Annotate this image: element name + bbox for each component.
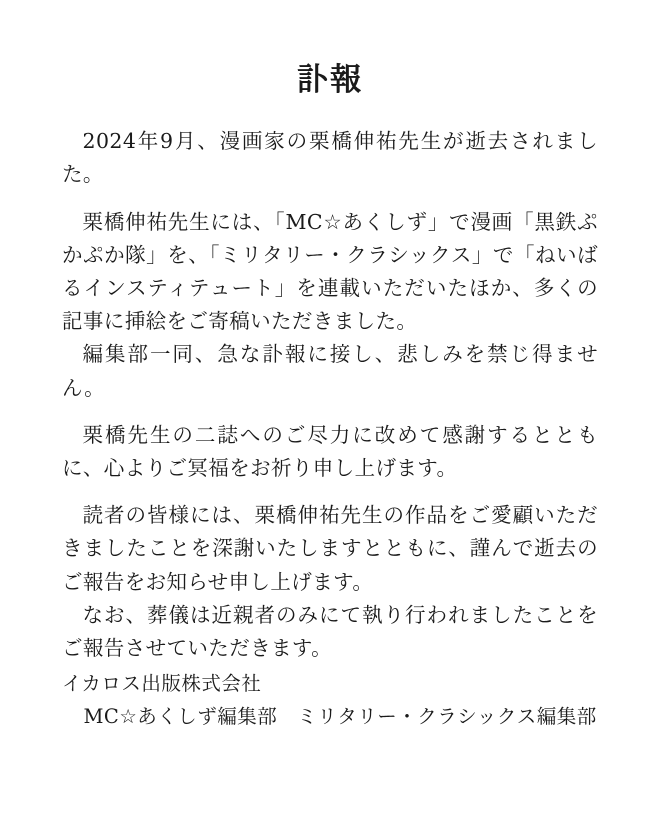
publisher-name: イカロス出版株式会社 bbox=[62, 671, 262, 695]
paragraph-3: 編集部一同、急な訃報に接し、悲しみを禁じ得ません。 bbox=[62, 342, 598, 400]
page-title: 訃報 bbox=[297, 62, 363, 98]
paragraph-6: なお、葬儀は近親者のみにて執り行われましたことをご報告させていただきます。 bbox=[62, 602, 598, 661]
paragraph-5: 読者の皆様には、栗橋伸祐先生の作品をご愛顧いただきましたことを深謝いたしますとともに、謹んで逝去のご報告をお知らせ申し上げます。 bbox=[62, 503, 598, 594]
signature-block bbox=[62, 667, 598, 733]
paragraph-1: 2024年9月、漫画家の栗橋伸祐先生が逝去されました。 bbox=[62, 129, 598, 187]
document-body bbox=[62, 125, 598, 665]
paragraph-2: 栗橋伸祐先生には、「MC☆あくしず」で漫画「黒鉄ぷかぷか隊」を、「ミリタリー・クラシックス」で「ねいばるインスティテュート」を連載いただいたほか、多くの記事に挿絵をご寄稿いただきました。 bbox=[62, 209, 598, 334]
editorial-departments: MC☆あくしず編集部 ミリタリー・クラシックス編集部 bbox=[83, 704, 597, 728]
paragraph-4: 栗橋先生の二誌へのご尽力に改めて感謝するとともに、心よりご冥福をお祈り申し上げます。 bbox=[62, 422, 598, 481]
